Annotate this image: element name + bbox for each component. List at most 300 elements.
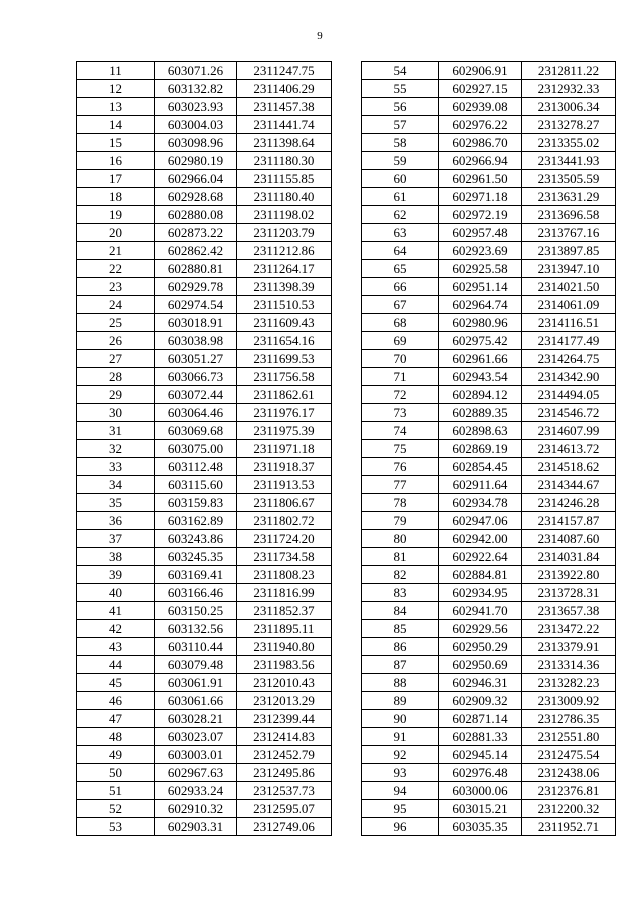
x-coordinate-cell: 602966.94 <box>439 152 522 170</box>
table-row <box>77 476 332 494</box>
y-coordinate-cell: 2312786.35 <box>522 710 616 728</box>
y-coordinate-cell: 2312551.80 <box>522 728 616 746</box>
point-number-cell: 11 <box>77 62 155 80</box>
x-coordinate-cell: 603035.35 <box>439 818 522 836</box>
table-row <box>77 206 332 224</box>
point-number-cell: 15 <box>77 134 155 152</box>
point-number-cell: 24 <box>77 296 155 314</box>
x-coordinate-cell: 602945.14 <box>439 746 522 764</box>
x-coordinate-cell: 602971.18 <box>439 188 522 206</box>
y-coordinate-cell: 2313278.27 <box>522 116 616 134</box>
point-number-cell: 43 <box>77 638 155 656</box>
x-coordinate-cell: 602974.54 <box>155 296 237 314</box>
point-number-cell: 33 <box>77 458 155 476</box>
y-coordinate-cell: 2311510.53 <box>237 296 332 314</box>
x-coordinate-cell: 602910.32 <box>155 800 237 818</box>
table-row <box>77 332 332 350</box>
x-coordinate-cell: 602923.69 <box>439 242 522 260</box>
y-coordinate-cell: 2311952.71 <box>522 818 616 836</box>
y-coordinate-cell: 2311862.61 <box>237 386 332 404</box>
table-row <box>77 314 332 332</box>
point-number-cell: 47 <box>77 710 155 728</box>
y-coordinate-cell: 2311734.58 <box>237 548 332 566</box>
table-row <box>77 674 332 692</box>
x-coordinate-cell: 602889.35 <box>439 404 522 422</box>
point-number-cell: 64 <box>362 242 439 260</box>
point-number-cell: 66 <box>362 278 439 296</box>
point-number-cell: 23 <box>77 278 155 296</box>
y-coordinate-cell: 2311654.16 <box>237 332 332 350</box>
x-coordinate-cell: 603075.00 <box>155 440 237 458</box>
point-number-cell: 25 <box>77 314 155 332</box>
y-coordinate-cell: 2313947.10 <box>522 260 616 278</box>
x-coordinate-cell: 602909.32 <box>439 692 522 710</box>
y-coordinate-cell: 2312013.29 <box>237 692 332 710</box>
table-row <box>362 656 616 674</box>
table-row <box>77 224 332 242</box>
table-row <box>77 638 332 656</box>
table-row <box>77 440 332 458</box>
x-coordinate-cell: 602880.08 <box>155 206 237 224</box>
table-row <box>77 134 332 152</box>
point-number-cell: 30 <box>77 404 155 422</box>
x-coordinate-cell: 602922.64 <box>439 548 522 566</box>
point-number-cell: 91 <box>362 728 439 746</box>
x-coordinate-cell: 603061.66 <box>155 692 237 710</box>
y-coordinate-cell: 2311406.29 <box>237 80 332 98</box>
table-row <box>362 152 616 170</box>
x-coordinate-cell: 602873.22 <box>155 224 237 242</box>
x-coordinate-cell: 602881.33 <box>439 728 522 746</box>
y-coordinate-cell: 2314342.90 <box>522 368 616 386</box>
x-coordinate-cell: 602950.69 <box>439 656 522 674</box>
point-number-cell: 53 <box>77 818 155 836</box>
point-number-cell: 76 <box>362 458 439 476</box>
y-coordinate-cell: 2314157.87 <box>522 512 616 530</box>
point-number-cell: 31 <box>77 422 155 440</box>
y-coordinate-cell: 2312438.06 <box>522 764 616 782</box>
table-row <box>362 188 616 206</box>
table-row <box>77 728 332 746</box>
table-row <box>362 692 616 710</box>
x-coordinate-cell: 603028.21 <box>155 710 237 728</box>
x-coordinate-cell: 602966.04 <box>155 170 237 188</box>
table-row <box>362 404 616 422</box>
x-coordinate-cell: 603003.01 <box>155 746 237 764</box>
point-number-cell: 70 <box>362 350 439 368</box>
y-coordinate-cell: 2313472.22 <box>522 620 616 638</box>
y-coordinate-cell: 2311398.39 <box>237 278 332 296</box>
y-coordinate-cell: 2313897.85 <box>522 242 616 260</box>
x-coordinate-cell: 602871.14 <box>439 710 522 728</box>
y-coordinate-cell: 2313922.80 <box>522 566 616 584</box>
point-number-cell: 72 <box>362 386 439 404</box>
point-number-cell: 61 <box>362 188 439 206</box>
x-coordinate-cell: 602976.22 <box>439 116 522 134</box>
point-number-cell: 93 <box>362 764 439 782</box>
x-coordinate-cell: 603098.96 <box>155 134 237 152</box>
table-row <box>362 62 616 80</box>
y-coordinate-cell: 2312495.86 <box>237 764 332 782</box>
y-coordinate-cell: 2311264.17 <box>237 260 332 278</box>
table-row <box>77 260 332 278</box>
y-coordinate-cell: 2313355.02 <box>522 134 616 152</box>
y-coordinate-cell: 2313441.93 <box>522 152 616 170</box>
table-row <box>77 242 332 260</box>
y-coordinate-cell: 2312537.73 <box>237 782 332 800</box>
table-row <box>362 224 616 242</box>
point-number-cell: 36 <box>77 512 155 530</box>
table-row <box>362 602 616 620</box>
y-coordinate-cell: 2311802.72 <box>237 512 332 530</box>
x-coordinate-cell: 603115.60 <box>155 476 237 494</box>
x-coordinate-cell: 602854.45 <box>439 458 522 476</box>
x-coordinate-cell: 602942.00 <box>439 530 522 548</box>
y-coordinate-cell: 2313282.23 <box>522 674 616 692</box>
point-number-cell: 65 <box>362 260 439 278</box>
table-row <box>362 638 616 656</box>
x-coordinate-cell: 603132.82 <box>155 80 237 98</box>
point-number-cell: 20 <box>77 224 155 242</box>
table-row <box>77 620 332 638</box>
x-coordinate-cell: 602950.29 <box>439 638 522 656</box>
table-row <box>362 314 616 332</box>
x-coordinate-cell: 603159.83 <box>155 494 237 512</box>
x-coordinate-cell: 602880.81 <box>155 260 237 278</box>
point-number-cell: 12 <box>77 80 155 98</box>
x-coordinate-cell: 602964.74 <box>439 296 522 314</box>
x-coordinate-cell: 603015.21 <box>439 800 522 818</box>
point-number-cell: 95 <box>362 800 439 818</box>
x-coordinate-cell: 603110.44 <box>155 638 237 656</box>
coordinates-table-right <box>361 61 616 836</box>
table-row <box>77 656 332 674</box>
table-row <box>362 278 616 296</box>
y-coordinate-cell: 2311852.37 <box>237 602 332 620</box>
point-number-cell: 40 <box>77 584 155 602</box>
x-coordinate-cell: 603072.44 <box>155 386 237 404</box>
x-coordinate-cell: 602975.42 <box>439 332 522 350</box>
x-coordinate-cell: 602967.63 <box>155 764 237 782</box>
y-coordinate-cell: 2311806.67 <box>237 494 332 512</box>
x-coordinate-cell: 603245.35 <box>155 548 237 566</box>
table-row <box>77 98 332 116</box>
y-coordinate-cell: 2312452.79 <box>237 746 332 764</box>
point-number-cell: 55 <box>362 80 439 98</box>
table-row <box>77 746 332 764</box>
point-number-cell: 57 <box>362 116 439 134</box>
y-coordinate-cell: 2314613.72 <box>522 440 616 458</box>
x-coordinate-cell: 602941.70 <box>439 602 522 620</box>
x-coordinate-cell: 603112.48 <box>155 458 237 476</box>
page-number: 9 <box>317 30 323 42</box>
x-coordinate-cell: 602980.96 <box>439 314 522 332</box>
point-number-cell: 29 <box>77 386 155 404</box>
point-number-cell: 77 <box>362 476 439 494</box>
point-number-cell: 51 <box>77 782 155 800</box>
table-row <box>77 350 332 368</box>
point-number-cell: 14 <box>77 116 155 134</box>
table-row <box>77 152 332 170</box>
y-coordinate-cell: 2311212.86 <box>237 242 332 260</box>
y-coordinate-cell: 2314546.72 <box>522 404 616 422</box>
table-row <box>77 692 332 710</box>
point-number-cell: 84 <box>362 602 439 620</box>
x-coordinate-cell: 602934.95 <box>439 584 522 602</box>
table-row <box>362 710 616 728</box>
point-number-cell: 71 <box>362 368 439 386</box>
table-row <box>362 206 616 224</box>
table-row <box>362 458 616 476</box>
point-number-cell: 42 <box>77 620 155 638</box>
table-row <box>77 422 332 440</box>
y-coordinate-cell: 2314031.84 <box>522 548 616 566</box>
table-row <box>77 170 332 188</box>
x-coordinate-cell: 602911.64 <box>439 476 522 494</box>
point-number-cell: 92 <box>362 746 439 764</box>
y-coordinate-cell: 2312475.54 <box>522 746 616 764</box>
table-row <box>77 584 332 602</box>
table-row <box>77 764 332 782</box>
y-coordinate-cell: 2312200.32 <box>522 800 616 818</box>
point-number-cell: 28 <box>77 368 155 386</box>
table-row <box>362 512 616 530</box>
point-number-cell: 19 <box>77 206 155 224</box>
table-row <box>77 530 332 548</box>
x-coordinate-cell: 602929.78 <box>155 278 237 296</box>
point-number-cell: 80 <box>362 530 439 548</box>
y-coordinate-cell: 2313631.29 <box>522 188 616 206</box>
y-coordinate-cell: 2311699.53 <box>237 350 332 368</box>
y-coordinate-cell: 2311724.20 <box>237 530 332 548</box>
x-coordinate-cell: 602933.24 <box>155 782 237 800</box>
point-number-cell: 83 <box>362 584 439 602</box>
x-coordinate-cell: 603079.48 <box>155 656 237 674</box>
table-row <box>362 98 616 116</box>
y-coordinate-cell: 2314494.05 <box>522 386 616 404</box>
y-coordinate-cell: 2313767.16 <box>522 224 616 242</box>
point-number-cell: 89 <box>362 692 439 710</box>
table-row <box>362 782 616 800</box>
point-number-cell: 59 <box>362 152 439 170</box>
point-number-cell: 13 <box>77 98 155 116</box>
table-row <box>362 548 616 566</box>
point-number-cell: 69 <box>362 332 439 350</box>
x-coordinate-cell: 603023.93 <box>155 98 237 116</box>
point-number-cell: 85 <box>362 620 439 638</box>
table-row <box>362 80 616 98</box>
x-coordinate-cell: 602939.08 <box>439 98 522 116</box>
x-coordinate-cell: 602929.56 <box>439 620 522 638</box>
point-number-cell: 35 <box>77 494 155 512</box>
table-row <box>362 566 616 584</box>
y-coordinate-cell: 2313505.59 <box>522 170 616 188</box>
y-coordinate-cell: 2311976.17 <box>237 404 332 422</box>
table-row <box>362 296 616 314</box>
point-number-cell: 62 <box>362 206 439 224</box>
x-coordinate-cell: 603018.91 <box>155 314 237 332</box>
x-coordinate-cell: 602894.12 <box>439 386 522 404</box>
point-number-cell: 16 <box>77 152 155 170</box>
y-coordinate-cell: 2312595.07 <box>237 800 332 818</box>
point-number-cell: 90 <box>362 710 439 728</box>
point-number-cell: 21 <box>77 242 155 260</box>
table-row <box>77 458 332 476</box>
y-coordinate-cell: 2314518.62 <box>522 458 616 476</box>
y-coordinate-cell: 2311913.53 <box>237 476 332 494</box>
x-coordinate-cell: 602961.50 <box>439 170 522 188</box>
table-row <box>362 674 616 692</box>
y-coordinate-cell: 2314021.50 <box>522 278 616 296</box>
table-row <box>77 368 332 386</box>
point-number-cell: 96 <box>362 818 439 836</box>
x-coordinate-cell: 602951.14 <box>439 278 522 296</box>
table-row <box>77 566 332 584</box>
table-row <box>362 746 616 764</box>
y-coordinate-cell: 2313728.31 <box>522 584 616 602</box>
x-coordinate-cell: 602976.48 <box>439 764 522 782</box>
x-coordinate-cell: 603000.06 <box>439 782 522 800</box>
point-number-cell: 56 <box>362 98 439 116</box>
point-number-cell: 37 <box>77 530 155 548</box>
x-coordinate-cell: 603150.25 <box>155 602 237 620</box>
x-coordinate-cell: 602961.66 <box>439 350 522 368</box>
table-row <box>362 350 616 368</box>
y-coordinate-cell: 2314061.09 <box>522 296 616 314</box>
y-coordinate-cell: 2314607.99 <box>522 422 616 440</box>
x-coordinate-cell: 602986.70 <box>439 134 522 152</box>
table-row <box>77 548 332 566</box>
point-number-cell: 82 <box>362 566 439 584</box>
point-number-cell: 54 <box>362 62 439 80</box>
point-number-cell: 41 <box>77 602 155 620</box>
y-coordinate-cell: 2312376.81 <box>522 782 616 800</box>
y-coordinate-cell: 2311971.18 <box>237 440 332 458</box>
coordinates-table-left <box>76 61 332 836</box>
y-coordinate-cell: 2311441.74 <box>237 116 332 134</box>
y-coordinate-cell: 2313006.34 <box>522 98 616 116</box>
y-coordinate-cell: 2312414.83 <box>237 728 332 746</box>
x-coordinate-cell: 602946.31 <box>439 674 522 692</box>
y-coordinate-cell: 2311816.99 <box>237 584 332 602</box>
point-number-cell: 48 <box>77 728 155 746</box>
x-coordinate-cell: 603132.56 <box>155 620 237 638</box>
y-coordinate-cell: 2312010.43 <box>237 674 332 692</box>
y-coordinate-cell: 2311975.39 <box>237 422 332 440</box>
y-coordinate-cell: 2314087.60 <box>522 530 616 548</box>
point-number-cell: 44 <box>77 656 155 674</box>
table-row <box>362 764 616 782</box>
table-body-right <box>362 62 616 836</box>
x-coordinate-cell: 603071.26 <box>155 62 237 80</box>
table-row <box>362 260 616 278</box>
x-coordinate-cell: 602927.15 <box>439 80 522 98</box>
table-row <box>362 584 616 602</box>
table-row <box>362 440 616 458</box>
x-coordinate-cell: 602925.58 <box>439 260 522 278</box>
x-coordinate-cell: 603069.68 <box>155 422 237 440</box>
x-coordinate-cell: 602934.78 <box>439 494 522 512</box>
y-coordinate-cell: 2312932.33 <box>522 80 616 98</box>
y-coordinate-cell: 2311247.75 <box>237 62 332 80</box>
x-coordinate-cell: 602869.19 <box>439 440 522 458</box>
x-coordinate-cell: 603166.46 <box>155 584 237 602</box>
point-number-cell: 68 <box>362 314 439 332</box>
x-coordinate-cell: 602928.68 <box>155 188 237 206</box>
x-coordinate-cell: 602906.91 <box>439 62 522 80</box>
x-coordinate-cell: 603023.07 <box>155 728 237 746</box>
table-body-left <box>77 62 332 836</box>
y-coordinate-cell: 2313657.38 <box>522 602 616 620</box>
y-coordinate-cell: 2313009.92 <box>522 692 616 710</box>
y-coordinate-cell: 2311457.38 <box>237 98 332 116</box>
table-row <box>77 116 332 134</box>
point-number-cell: 81 <box>362 548 439 566</box>
x-coordinate-cell: 602862.42 <box>155 242 237 260</box>
y-coordinate-cell: 2313314.36 <box>522 656 616 674</box>
y-coordinate-cell: 2314246.28 <box>522 494 616 512</box>
table-row <box>77 512 332 530</box>
y-coordinate-cell: 2311808.23 <box>237 566 332 584</box>
table-row <box>77 62 332 80</box>
y-coordinate-cell: 2311918.37 <box>237 458 332 476</box>
table-row <box>362 170 616 188</box>
table-row <box>77 278 332 296</box>
y-coordinate-cell: 2314177.49 <box>522 332 616 350</box>
table-row <box>77 782 332 800</box>
table-row <box>362 530 616 548</box>
y-coordinate-cell: 2314264.75 <box>522 350 616 368</box>
y-coordinate-cell: 2311609.43 <box>237 314 332 332</box>
y-coordinate-cell: 2312749.06 <box>237 818 332 836</box>
x-coordinate-cell: 603066.73 <box>155 368 237 386</box>
table-row <box>77 188 332 206</box>
table-row <box>362 242 616 260</box>
x-coordinate-cell: 603064.46 <box>155 404 237 422</box>
table-row <box>362 620 616 638</box>
y-coordinate-cell: 2314344.67 <box>522 476 616 494</box>
y-coordinate-cell: 2311398.64 <box>237 134 332 152</box>
point-number-cell: 73 <box>362 404 439 422</box>
table-row <box>362 368 616 386</box>
table-row <box>362 800 616 818</box>
table-row <box>77 296 332 314</box>
point-number-cell: 32 <box>77 440 155 458</box>
point-number-cell: 60 <box>362 170 439 188</box>
y-coordinate-cell: 2311203.79 <box>237 224 332 242</box>
point-number-cell: 88 <box>362 674 439 692</box>
x-coordinate-cell: 603061.91 <box>155 674 237 692</box>
table-row <box>77 494 332 512</box>
table-row <box>77 818 332 836</box>
point-number-cell: 45 <box>77 674 155 692</box>
point-number-cell: 63 <box>362 224 439 242</box>
table-row <box>77 602 332 620</box>
point-number-cell: 22 <box>77 260 155 278</box>
point-number-cell: 74 <box>362 422 439 440</box>
y-coordinate-cell: 2311983.56 <box>237 656 332 674</box>
y-coordinate-cell: 2312399.44 <box>237 710 332 728</box>
point-number-cell: 17 <box>77 170 155 188</box>
point-number-cell: 79 <box>362 512 439 530</box>
x-coordinate-cell: 602884.81 <box>439 566 522 584</box>
point-number-cell: 34 <box>77 476 155 494</box>
y-coordinate-cell: 2311940.80 <box>237 638 332 656</box>
point-number-cell: 87 <box>362 656 439 674</box>
y-coordinate-cell: 2311756.58 <box>237 368 332 386</box>
x-coordinate-cell: 603162.89 <box>155 512 237 530</box>
y-coordinate-cell: 2314116.51 <box>522 314 616 332</box>
